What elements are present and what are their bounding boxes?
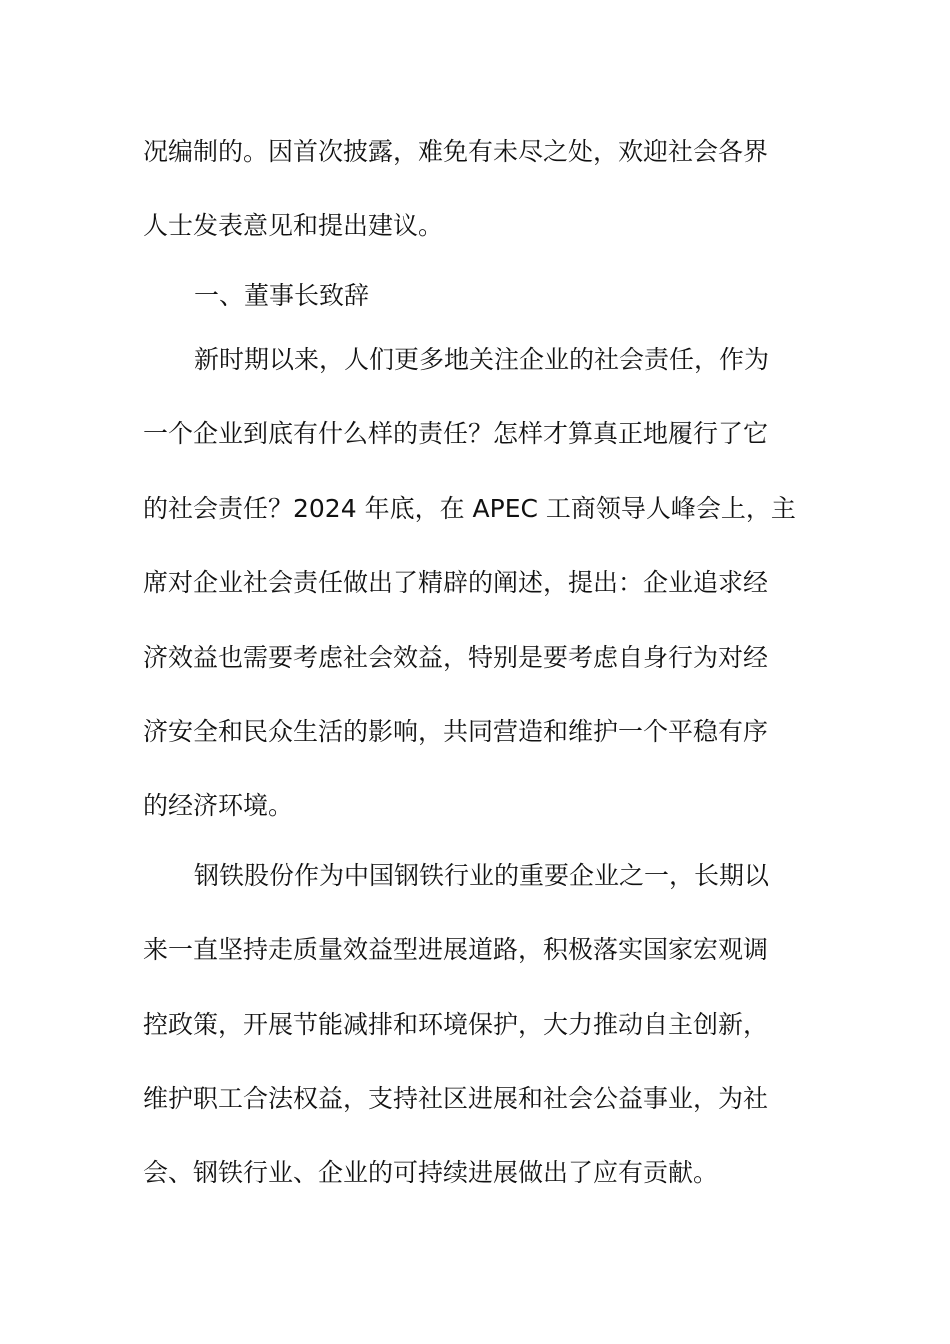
paragraph-line: 的社会责任？2024 年底，在 APEC 工商领导人峰会上，主 [143, 494, 796, 523]
paragraph-line: 控政策，开展节能减排和环境保护，大力推动自主创新， [143, 1010, 769, 1039]
paragraph-line: 济效益也需要考虑社会效益，特别是要考虑自身行为对经 [143, 643, 769, 672]
paragraph-line: 钢铁股份作为中国钢铁行业的重要企业之一，长期以 [194, 861, 770, 890]
paragraph-line: 来一直坚持走质量效益型进展道路，积极落实国家宏观调 [143, 935, 769, 964]
paragraph-line: 济安全和民众生活的影响，共同营造和维护一个平稳有序 [143, 717, 769, 746]
paragraph-line: 新时期以来，人们更多地关注企业的社会责任，作为 [194, 345, 770, 374]
paragraph-line: 况编制的。因首次披露，难免有未尽之处，欢迎社会各界 [143, 137, 769, 166]
section-heading: 一、董事长致辞 [194, 281, 370, 310]
paragraph-line: 席对企业社会责任做出了精辟的阐述，提出：企业追求经 [143, 568, 769, 597]
paragraph-line: 维护职工合法权益，支持社区进展和社会公益事业，为社 [143, 1084, 769, 1113]
paragraph-line: 的经济环境。 [143, 791, 294, 820]
paragraph-line: 会、钢铁行业、企业的可持续进展做出了应有贡献。 [143, 1158, 719, 1187]
paragraph-line: 一个企业到底有什么样的责任？怎样才算真正地履行了它 [143, 419, 769, 448]
paragraph-line: 人士发表意见和提出建议。 [143, 211, 444, 240]
